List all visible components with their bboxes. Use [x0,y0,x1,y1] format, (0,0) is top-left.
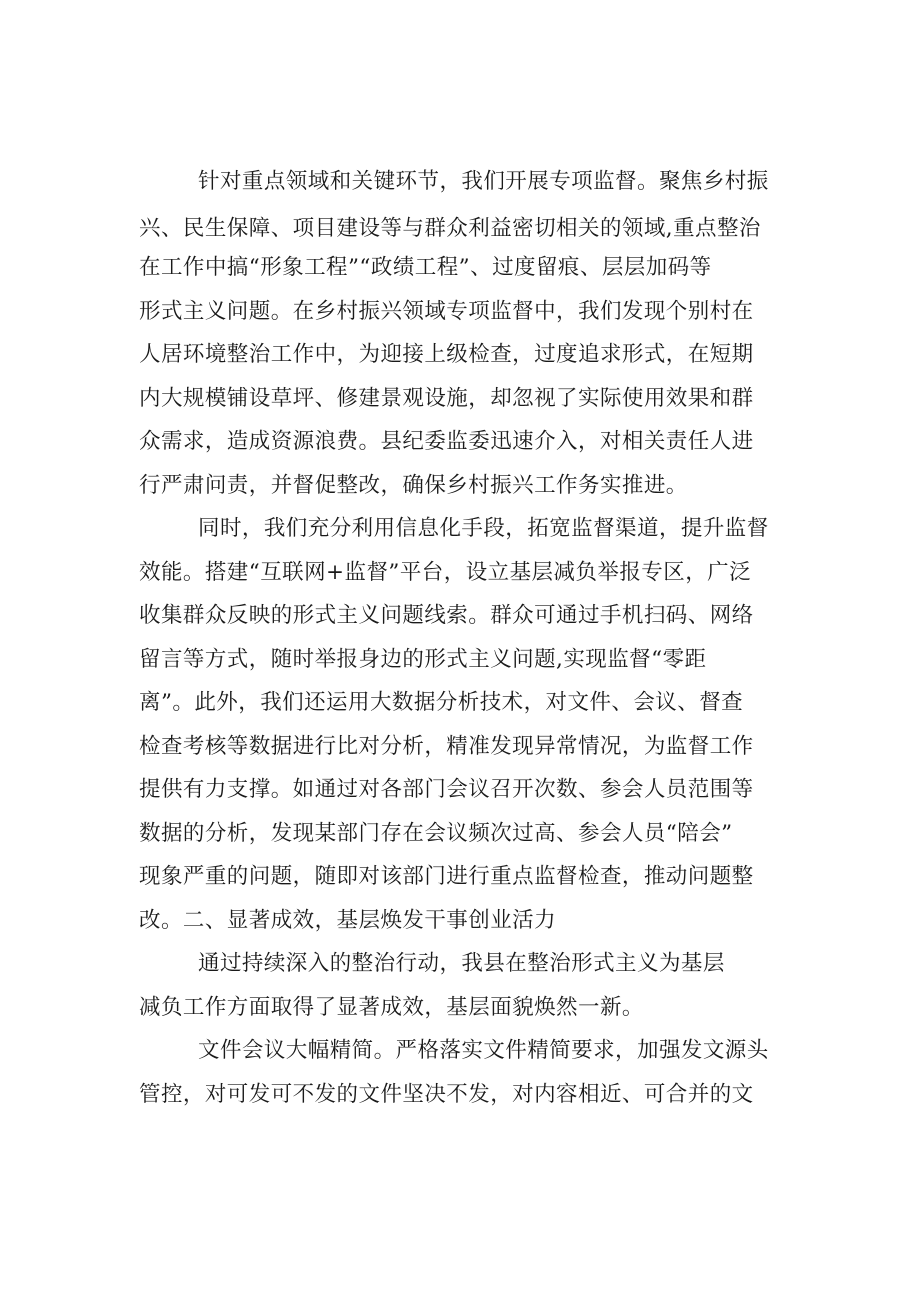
paragraph-2-line-2: 效能。搭建“互联网+监督”平台，设立基层减负举报专区，广泛 [139,560,752,585]
paragraph-3-line-1: 通过持续深入的整治行动，我县在整治形式主义为基层 [198,951,725,976]
paragraph-1-line-4: 形式主义问题。在乡村振兴领域专项监督中，我们发现个别村在 [139,299,754,324]
paragraph-1-line-7: 众需求，造成资源浪费。县纪委监委迅速介入，对相关责任人进 [139,429,754,454]
paragraph-4-line-1: 文件会议大幅精简。严格落实文件精简要求，加强发文源头 [198,1038,769,1063]
paragraph-1-line-3: 在工作中搞“形象工程”“政绩工程”、过度留痕、层层加码等 [139,255,712,280]
paragraph-2-line-5: 离”。此外，我们还运用大数据分析技术，对文件、会议、督查 [139,690,744,715]
paragraph-2-line-9: 现象严重的问题，随即对该部门进行重点监督检查，推动问题整 [139,864,754,889]
paragraph-3-line-2: 减负工作方面取得了显著成效，基层面貌焕然一新。 [139,995,644,1020]
paragraph-2-line-7: 提供有力支撑。如通过对各部门会议召开次数、参会人员范围等 [139,777,754,802]
paragraph-2-line-10: 改。二、显著成效，基层焕发干事创业活力 [139,908,557,933]
paragraph-2-line-4: 留言等方式，随时举报身边的形式主义问题,实现监督“零距 [139,647,707,672]
paragraph-2-line-3: 收集群众反映的形式主义问题线索。群众可通过手机扫码、网络 [139,603,754,628]
paragraph-1-line-5: 人居环境整治工作中，为迎接上级检查，过度追求形式，在短期 [139,342,754,367]
paragraph-2-line-8: 数据的分析，发现某部门存在会议频次过高、参会人员“陪会” [139,821,733,846]
paragraph-4-line-2: 管控，对可发可不发的文件坚决不发，对内容相近、可合并的文 [139,1082,754,1107]
paragraph-1-line-1: 针对重点领域和关键环节，我们开展专项监督。聚焦乡村振 [198,169,769,194]
paragraph-2-line-6: 检查考核等数据进行比对分析，精准发现异常情况，为监督工作 [139,734,754,759]
paragraph-1-line-8: 行严肃问责，并督促整改，确保乡村振兴工作务实推进。 [139,473,688,498]
paragraph-2-line-1: 同时，我们充分利用信息化手段，拓宽监督渠道，提升监督 [198,516,769,541]
paragraph-1-line-6: 内大规模铺设草坪、修建景观设施，却忽视了实际使用效果和群 [139,386,754,411]
paragraph-1-line-2: 兴、民生保障、项目建设等与群众利益密切相关的领域,重点整治 [139,216,761,241]
